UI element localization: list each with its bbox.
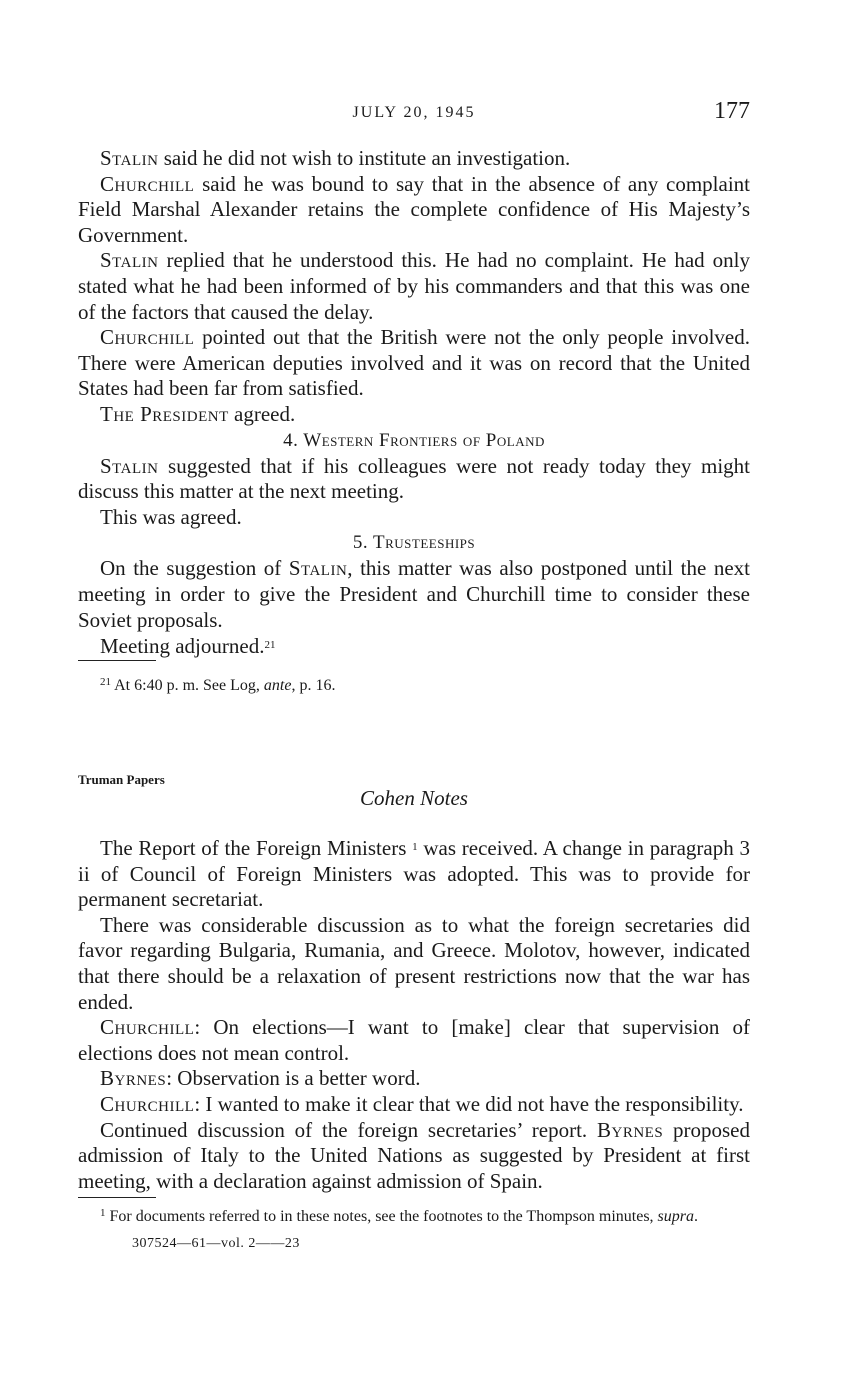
printer-signature: 307524—61—vol. 2——23 <box>132 1236 300 1252</box>
paragraph: Churchill: On elections—I want to [make] clear that supervision of elections does not mean control. <box>78 1015 750 1065</box>
paragraph: The President agreed. <box>100 401 296 426</box>
notes-title: Cohen Notes <box>360 786 468 810</box>
paragraph: Meeting adjourned.$^{21}$ <box>100 634 276 659</box>
cohen-notes-section <box>78 772 750 1252</box>
paragraph: Churchill: I wanted to make it clear that we did not have the responsibility. <box>100 1091 744 1116</box>
running-head: JULY 20, 1945 <box>352 104 476 121</box>
footnote-1: $^1$ For documents referred to in these notes, see the footnotes to the Thompson minutes, supra. <box>100 1207 698 1226</box>
paragraph: Churchill pointed out that the British were not the only people involved. There were American deputies involved and it was on record that the United States had been far from satisfied. <box>78 325 750 401</box>
paragraph: The Report of the Foreign Ministers $^1$ was received. A change in paragraph 3 ii of Council of Foreign Ministers was adopted. This was to provide for permanent secretariat. <box>78 836 750 912</box>
paragraph: Churchill said he was bound to say that in the absence of any complaint Field Marshal Alexander retains the complete confidence of His Majesty’s Government. <box>78 171 750 247</box>
paragraph: On the suggestion of Stalin, this matter was also postponed until the next meeting in order to give the President and Churchill time to consider these Soviet proposals. <box>78 556 750 632</box>
footnote-21: $^{21}$ At 6:40 p. m. See Log, ante, p. 16. <box>100 675 336 694</box>
footnote-ref: 1 <box>412 841 418 853</box>
paragraph: This was agreed. <box>100 504 242 529</box>
footnote-ref: 21 <box>264 639 276 652</box>
paragraph: Stalin suggested that if his colleagues were not ready today they might discuss this matter at the next meeting. <box>78 453 750 504</box>
source-label: Truman Papers <box>78 772 165 787</box>
section-heading-trusteeships: 5. Trusteeships <box>352 532 476 554</box>
footnote-rule <box>78 1197 156 1198</box>
paragraph: Stalin said he did not wish to institute an investigation. <box>100 146 571 170</box>
paragraph: There was considerable discussion as to what the foreign secretaries did favor regarding Bulgaria, Rumania, and Greece. Molotov, however, indicated that there should be a relaxation of present restrictions now that the war has ended. <box>78 912 750 1014</box>
section-heading-western-frontiers: 4. Western Frontiers of Poland <box>283 429 545 451</box>
paragraph: Stalin replied that he understood this. He had no complaint. He had only stated what he had been informed of by his commanders and that this was one of the factors that caused the delay. <box>78 248 750 324</box>
page-number: 177 <box>714 98 750 124</box>
paragraph: Continued discussion of the foreign secretaries’ report. Byrnes proposed admission of Italy to the United Nations as suggested by President at first meeting, with a declaration against admission of Spain. <box>78 1117 750 1193</box>
paragraph: Byrnes: Observation is a better word. <box>100 1066 421 1091</box>
page-header <box>78 98 750 128</box>
footnote-rule <box>78 660 156 661</box>
thompson-minutes-section <box>78 146 750 695</box>
